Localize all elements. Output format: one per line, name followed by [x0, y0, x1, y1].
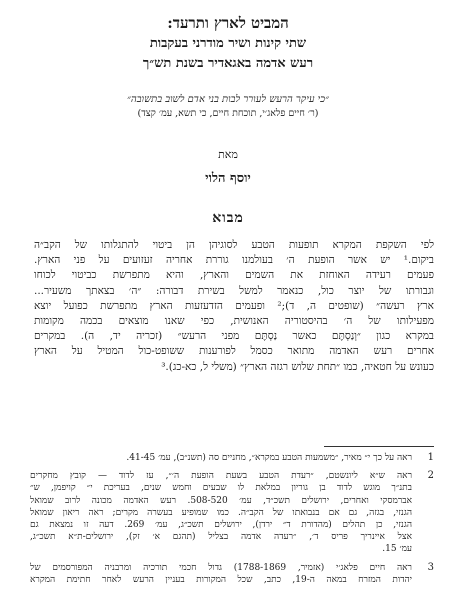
article-subtitle-line-2: רעש אדמה באגאדיר בשנת תש״ך — [142, 56, 314, 71]
footnote-line: ראה ש״א ליונשטם, ״רעדת הטבע בשעת הופעת ה׳״, עז לדוד — קובץ מחקרים — [30, 471, 412, 482]
footnote-number: 3 — [427, 561, 434, 573]
footnote-number: 2 — [427, 470, 434, 482]
body-line: וגבורתו של יוצר כול, כנאמר למשל בשירת דבורה: ״ה׳ בצאתך משעיר... — [34, 284, 434, 297]
footnote-line: יהדות המזרח במאה ה-19, כתב, שכל המקורות בעניין הרעש לאחר חתימת המקרא — [30, 574, 412, 585]
byline-label: מאת — [218, 148, 238, 161]
footnote-divider — [324, 446, 434, 447]
footnote-line: ראה חיים פלאג׳י (אזמיר, 1788-1869) גדול חכמי תורכיה ומרבניה המפורסמים של — [30, 562, 412, 573]
article-subtitle-line-1: שתי קינות ושיר מודרני בעקבות — [149, 36, 307, 51]
body-line: כעונש על חטאיה, כמו ״תחת שלוש רגזה הארץ״ (משלי ל, כא-כג).³ — [161, 360, 434, 373]
footnote — [30, 470, 434, 555]
footnote-line: אצל איינריך פריס ד׳, ״רעדה אדמה בצליל (תהגם א׳ זק), ירושלים-ת״א תשכ״ג, — [30, 532, 412, 543]
footnote-line: בתנ״ך מוגש לדוד בן גוריון במלאת לו שבעים וחמש שנים, בעריכת י״ קויפמן, ש״ — [30, 483, 412, 494]
body-line: לפי השקפת המקרא תופעות הטבע לסוגיהן הן ביטוי להתגלותו של הקב״ה — [34, 239, 434, 251]
section-heading: מבוא — [212, 210, 244, 226]
body-line: מפעילותו של ה׳ בהיסטוריה האנושית, כפי שאנו מוצאים בכמה מקומות — [34, 315, 434, 328]
epigraph-source: (ר׳ חיים פלאג׳י, תוכחת חיים, כי תשא, עמ׳ קצד) — [137, 108, 319, 119]
footnote-line: ראה על כך י״ מאיר, ״משמעות הטבע במקרא״, מחניים סה (תשנ״ב), עמ׳ 41-45. — [126, 453, 412, 463]
body-line: אחרים רעש האדמה מתואר כסמל לפורענות ששופט-כול המטיל על הארץ — [34, 345, 434, 358]
article-title: המביט לארץ ותרעד: — [167, 14, 289, 32]
body-line: ביקום.¹ יש אשר הופעת ה׳ בעולמנו גוררת אחריה זעזועים על פני הארץ. — [34, 254, 434, 267]
body-paragraph — [34, 238, 434, 375]
footnote-number: 1 — [427, 452, 434, 463]
footnote-line: הגנזי, כן תהלים (מהדורת ד״ ירדן), ירושלים תשכ״ג, עמ׳ 269. דעה זו נמצאת גם — [30, 520, 412, 531]
body-line: במקרא כגון ״וְנַסְתֶּם כאשר נַסְתֶּם מפני הרעש״ (זכריה יד, ה). במקרים — [34, 330, 434, 343]
body-line: ארץ רעשה״ (שופטים ה, ד);² ופעמים הזדעזעות הארץ מתפרשת כפועל יוצא — [34, 299, 434, 312]
footnote — [30, 562, 434, 586]
footnote-line: הגנזי, בגזה, גם אם בנבואתו של הקב״ה. כמו שמופיע בעשרה מקרים; ראה ריאון שמואל — [30, 507, 412, 518]
author-name: יוסף הלוי — [205, 171, 251, 186]
body-line: פעמים רעידה האוחזת את השמים והארץ, והיא מתפרשת כביטוי לכוחו — [34, 269, 434, 282]
footnote-line: אברמסקי ואחרים, ירושלים תשכ״ד, עמ׳ 508-520. רעש האדמה מכונה לרוב שמואל — [30, 495, 412, 506]
footnote — [30, 452, 434, 464]
footnotes — [30, 452, 434, 592]
footnote-line: עמ׳ 15. — [382, 544, 412, 555]
epigraph-quote: ״כי עיקר הרעש לעורר לבות בני אדם לשוב בתשובה״ — [127, 94, 329, 105]
